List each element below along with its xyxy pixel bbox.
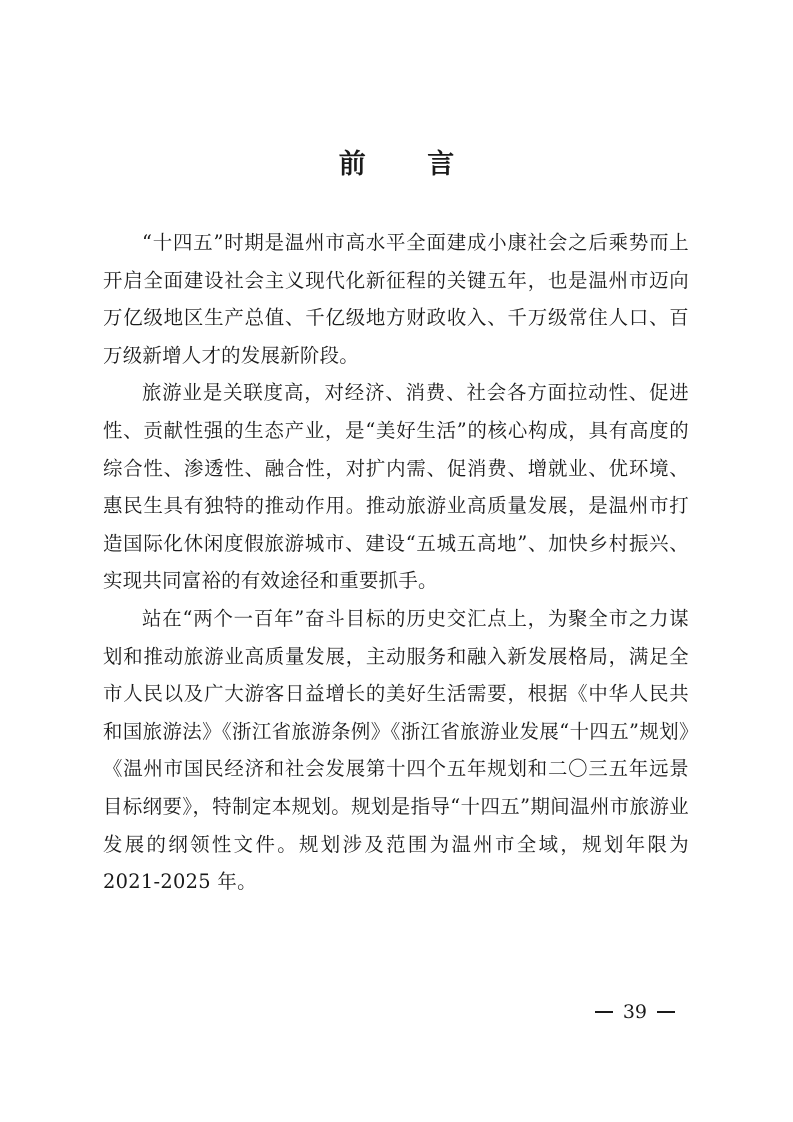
page-footer bbox=[595, 1000, 675, 1024]
page-title: 前 言 bbox=[338, 149, 481, 180]
paragraph-2: 旅游业是关联度高，对经济、消费、社会各方面拉动性、促进性、贡献性强的生态产业，是“美好生活”的核心构成，具有高度的综合性、渗透性、融合性，对扩内需、促消费、增就业、优环境、惠民生具有独特的推动作用。推动旅游业高质量发展，是温州市打造国际化休闲度假旅游城市、建设“五城五高地”、加快乡村振兴、实现共同富裕的有效途径和重要抓手。 bbox=[103, 381, 689, 593]
preface-body bbox=[103, 224, 689, 901]
dash-right bbox=[657, 1011, 675, 1013]
dash-left bbox=[595, 1011, 613, 1013]
paragraph-3: 站在“两个一百年”奋斗目标的历史交汇点上，为聚全市之力谋划和推动旅游业高质量发展，主动服务和融入新发展格局，满足全市人民以及广大游客日益增长的美好生活需要，根据《中华人民共和国旅游法》《浙江省旅游条例》《浙江省旅游业发展“十四五”规划》《温州市国民经济和社会发展第十四个五年规划和二〇三五年远景目标纲要》，特制定本规划。规划是指导“十四五”期间温州市旅游业发展的纲领性文件。规划涉及范围为温州市全域，规划年限为 2021-2025 年。 bbox=[103, 606, 689, 894]
page-number: 39 bbox=[622, 1001, 647, 1023]
paragraph-1: “十四五”时期是温州市高水平全面建成小康社会之后乘势而上开启全面建设社会主义现代化新征程的关键五年，也是温州市迈向万亿级地区生产总值、千亿级地方财政收入、千万级常住人口、百万级新增人才的发展新阶段。 bbox=[103, 231, 689, 367]
